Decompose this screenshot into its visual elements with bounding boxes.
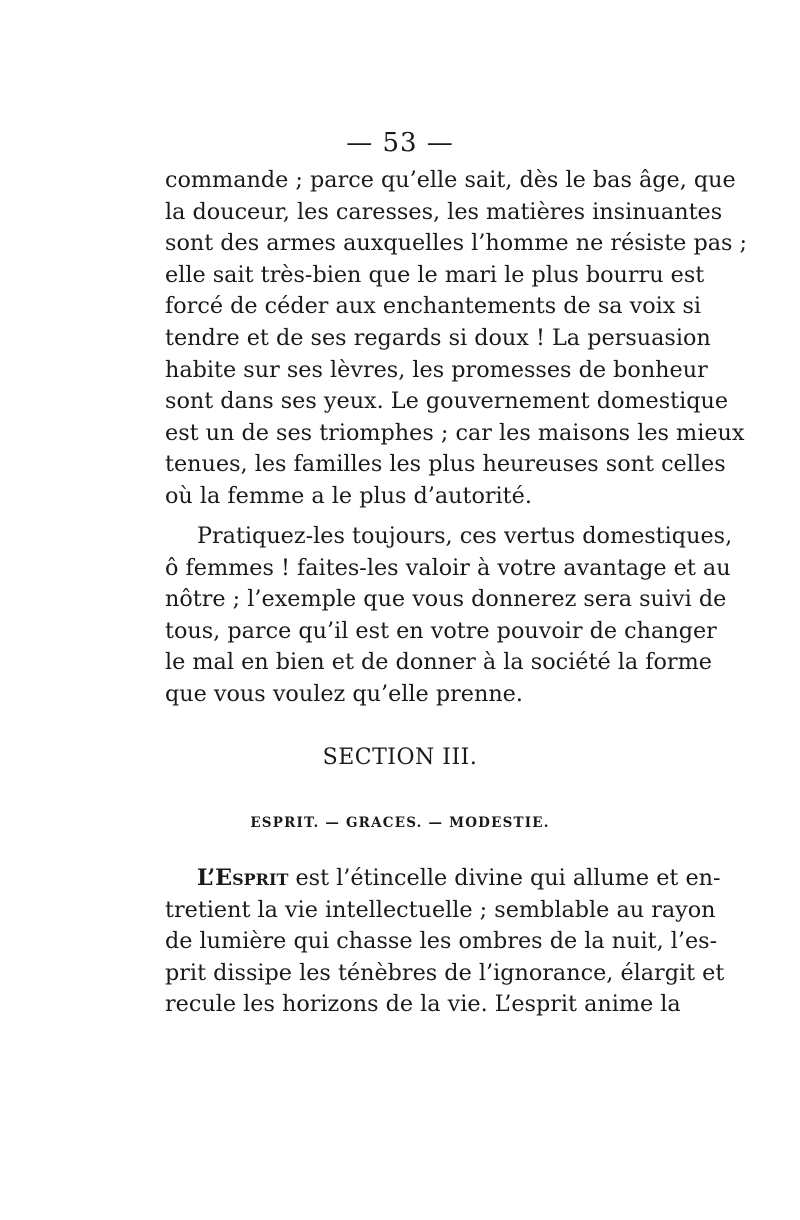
- text-line: tretient la vie intellectuelle ; semblable au rayon: [165, 896, 716, 923]
- page-number: — 53 —: [346, 128, 454, 158]
- text-run: est l’étincelle divine qui allume et en-: [288, 865, 721, 891]
- paragraph-pratiquez: [165, 521, 733, 711]
- text-line: recule les horizons de la vie. L’esprit anime la: [165, 991, 681, 1018]
- text-line: forcé de céder aux enchantements de sa voix si: [165, 293, 702, 320]
- text-line: prit dissipe les ténèbres de l’ignorance, élargit et: [165, 959, 725, 986]
- text-line: de lumière qui chasse les ombres de la nuit, l’es-: [165, 928, 718, 955]
- text-line: le mal en bien et de donner à la société la forme: [165, 649, 712, 676]
- text-line: sont dans ses yeux. Le gouvernement domestique: [165, 388, 729, 415]
- text-line: [165, 863, 721, 895]
- text-line: la douceur, les caresses, les matières insinuantes: [165, 198, 723, 225]
- text-line: tous, parce qu’il est en votre pouvoir de changer: [165, 617, 717, 644]
- paragraph-commande: [165, 165, 748, 513]
- text-line: Pratiquez-les toujours, ces vertus domestiques,: [197, 523, 733, 549]
- text-line: elle sait très-bien que le mari le plus bourru est: [165, 261, 705, 288]
- text-line: habite sur ses lèvres, les promesses de bonheur: [165, 356, 708, 383]
- paragraph-esprit: [165, 863, 725, 1021]
- text-line: que vous voulez qu’elle prenne.: [165, 680, 523, 707]
- text-line: est un de ses triomphes ; car les maisons les mieux: [165, 419, 745, 446]
- text-line: où la femme a le plus d’autorité.: [165, 482, 532, 509]
- text-line: nôtre ; l’exemple que vous donnerez sera suivi de: [165, 586, 727, 613]
- text-line: tendre et de ses regards si doux ! La persuasion: [165, 324, 711, 351]
- text-line: sont des armes auxquelles l’homme ne résiste pas ;: [165, 230, 748, 257]
- section-subtitle: ESPRIT. — GRACES. — MODESTIE.: [250, 815, 550, 831]
- section-title: SECTION III.: [322, 745, 478, 770]
- text-line: tenues, les familles les plus heureuses sont celles: [165, 451, 726, 478]
- text-line: ô femmes ! faites-les valoir à votre avantage et au: [165, 554, 731, 581]
- lead-word: L’Esprit: [197, 865, 289, 891]
- text-line: commande ; parce qu’elle sait, dès le bas âge, que: [165, 167, 736, 193]
